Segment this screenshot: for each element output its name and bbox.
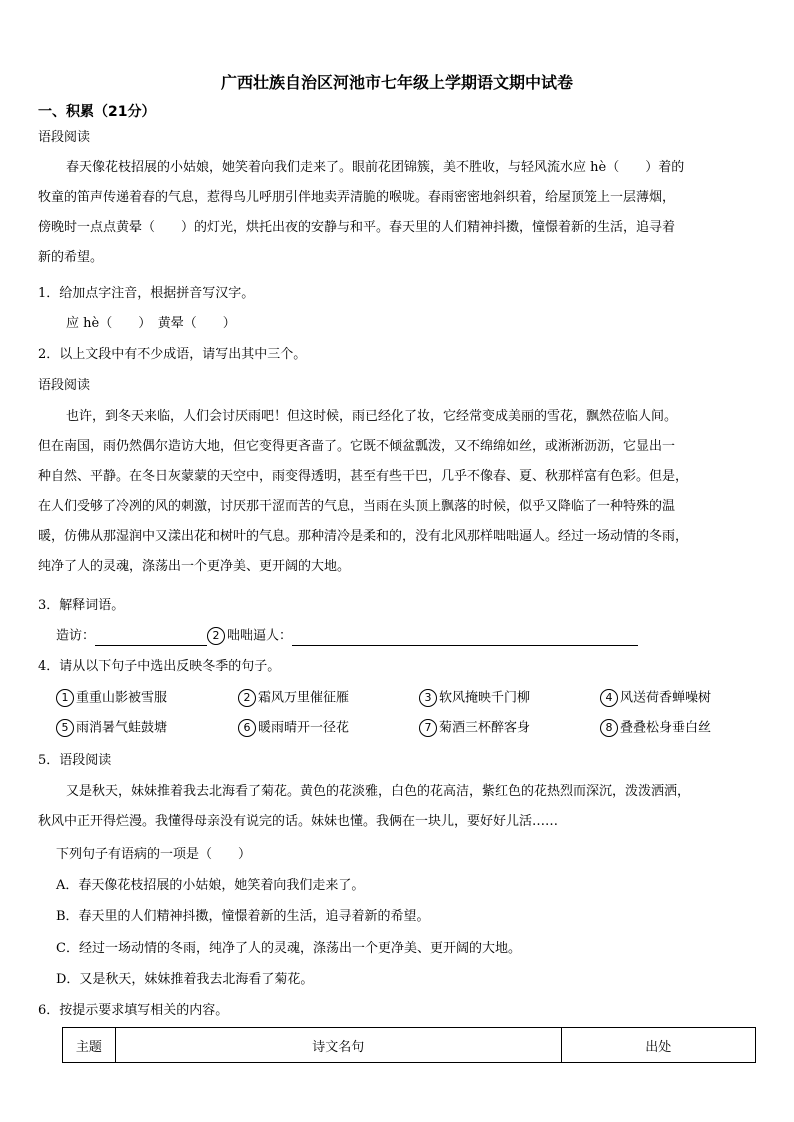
passage-1-line-3 — [38, 213, 758, 243]
reading-label-1: 语段阅读 — [38, 130, 91, 145]
passage-1 — [38, 153, 758, 273]
q4-option-8[interactable] — [600, 719, 711, 738]
passage-2-line-1: 也许，到冬天来临，人们会讨厌雨吧！但这时候，雨已经化了妆，它经常变成美丽的雪花，飘然莅临人间。 — [66, 409, 678, 424]
term-1-label: 造访： — [56, 628, 96, 644]
option-text: 霜风万里催征雁 — [258, 690, 350, 706]
passage-3-line-1: 又是秋天，妹妹推着我去北海看了菊花。黄色的花淡雅，白色的花高洁，紫红色的花热烈而深沉，泼泼洒洒， — [66, 784, 691, 799]
circled-number: 7 — [419, 719, 437, 737]
q4-option-6[interactable] — [238, 719, 349, 738]
passage-2-line-2: 但在南国，雨仍然偶尔造访大地，但它变得更吝啬了。它既不倾盆瓢泼，又不绵绵如丝，或淅淅沥沥，它显出一 — [38, 439, 676, 454]
passage-2-line-6: 纯净了人的灵魂，涤荡出一个更净美、更开阔的大地。 — [38, 559, 351, 574]
option-text: 暖雨晴开一径花 — [258, 720, 350, 736]
q4-option-4[interactable] — [600, 689, 711, 708]
circled-number: 2 — [238, 689, 256, 707]
passage-2-line-5: 暖，仿佛从那湿润中又漾出花和树叶的气息。那种清冷是柔和的，没有北风那样咄咄逼人。经过一场动情的冬雨， — [38, 529, 689, 544]
circled-number: 6 — [238, 719, 256, 737]
passage-1-line-4: 新的希望。 — [38, 250, 104, 265]
q4-option-1[interactable] — [56, 689, 167, 708]
option-text: 重重山影被雪服 — [76, 690, 168, 706]
question-5-prompt: 下列句子有语病的一项是（ ） — [56, 847, 252, 862]
option-text: 叠叠松身垂白丝 — [620, 720, 712, 736]
question-6: 6．按提示要求填写相关的内容。 — [38, 1003, 229, 1018]
q4-option-2[interactable] — [238, 689, 349, 708]
passage-1-line-1: 春天像花枝招展的小姑娘，她笑着向我们走来了。眼前花团锦簇，美不胜收，与轻风流水应 hè（ ）着的 — [66, 160, 685, 175]
passage-1-line-2: 牧童的笛声传递着春的气息，惹得鸟儿呼朋引伴地卖弄清脆的喉咙。春雨密密地斜织着，给屋顶笼上一层薄烟， — [38, 190, 676, 205]
emphasis-dot-char: 晕 — [129, 220, 143, 235]
circled-number: 1 — [56, 689, 74, 707]
circled-number: 3 — [419, 689, 437, 707]
answer-table — [62, 1027, 756, 1063]
reading-label-2: 语段阅读 — [38, 378, 91, 393]
passage-3-line-2: 秋风中正开得烂漫。我懂得母亲没有说完的话。妹妹也懂。我俩在一块儿，要好好儿活…… — [38, 814, 559, 829]
q4-option-5[interactable] — [56, 719, 167, 738]
option-text: 风送荷香蝉噪树 — [620, 690, 712, 706]
term-2-answer-blank[interactable] — [292, 631, 638, 646]
choice-c[interactable]: C．经过一场动情的冬雨，纯净了人的灵魂，涤荡出一个更净美、更开阔的大地。 — [56, 941, 521, 956]
term-1-answer-blank[interactable] — [95, 631, 207, 646]
choice-d[interactable]: D．又是秋天，妹妹推着我去北海看了菊花。 — [56, 972, 314, 987]
question-4: 4．请从以下句子中选出反映冬季的句子。 — [38, 659, 281, 674]
question-5: 5．语段阅读 — [38, 753, 112, 768]
circled-number: 5 — [56, 719, 74, 737]
question-2: 2．以上文段中有不少成语，请写出其中三个。 — [38, 347, 307, 362]
table-header-row — [63, 1028, 756, 1063]
passage-2-line-3: 种自然、平静。在冬日灰蒙蒙的天空中，雨变得透明，甚至有些干巴，几乎不像春、夏、秋那样富有色彩。但是， — [38, 469, 689, 484]
term-2-label: 咄咄逼人： — [227, 628, 293, 644]
table-header-cell: 诗文名句 — [115, 1028, 561, 1063]
question-1-answer-line[interactable]: 应 hè（ ） 黄晕（ ） — [66, 316, 236, 331]
choice-a[interactable]: A．春天像花枝招展的小姑娘，她笑着向我们走来了。 — [56, 878, 365, 893]
choice-b[interactable]: B．春天里的人们精神抖擞，憧憬着新的生活，追寻着新的希望。 — [56, 909, 430, 924]
passage-1-line-3a: 傍晚时一点点黄 — [38, 220, 130, 235]
section-heading: 一、积累（21分） — [38, 104, 156, 120]
circled-number-2: 2 — [207, 627, 225, 645]
circled-number: 4 — [600, 689, 618, 707]
passage-1-line-3b: （ ）的灯光，烘托出夜的安静与和平。春天里的人们精神抖擞，憧憬着新的生活，追寻着 — [142, 220, 676, 235]
table-header-cell: 主题 — [63, 1028, 116, 1063]
q4-option-7[interactable] — [419, 719, 530, 738]
table-header-cell: 出处 — [561, 1028, 755, 1063]
circled-number: 8 — [600, 719, 618, 737]
passage-3 — [38, 777, 758, 837]
q4-option-3[interactable] — [419, 689, 530, 708]
question-3-items — [56, 627, 638, 646]
question-3: 3．解释词语。 — [38, 598, 125, 613]
option-text: 软风掩映千门柳 — [439, 690, 531, 706]
page-title: 广西壮族自治区河池市七年级上学期语文期中试卷 — [220, 73, 573, 92]
question-1: 1．给加点字注音，根据拼音写汉字。 — [38, 286, 255, 301]
passage-2-line-4: 在人们受够了冷冽的风的刺激，讨厌那干涩而苦的气息，当雨在头顶上飘落的时候，似乎又降临了一种特殊的温 — [38, 499, 676, 514]
option-text: 雨消暑气蛙鼓塘 — [76, 720, 168, 736]
passage-2 — [38, 402, 758, 582]
option-text: 菊酒三杯醉客身 — [439, 720, 531, 736]
